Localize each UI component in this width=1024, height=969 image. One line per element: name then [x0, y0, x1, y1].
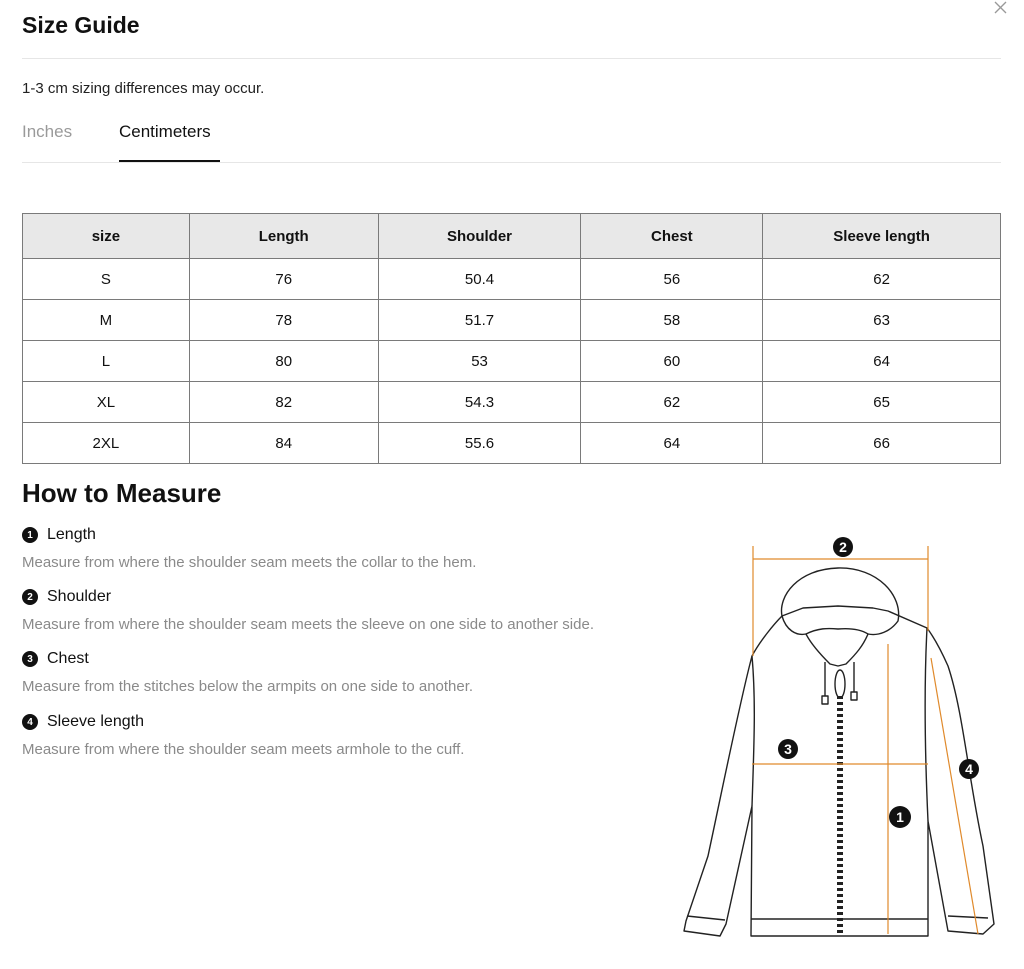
close-button[interactable] [990, 0, 1012, 18]
marker-3: 3 [784, 741, 792, 757]
measure-description: Measure from the stitches below the armpits on one side to another. [22, 678, 474, 695]
table-cell: 65 [763, 382, 1001, 423]
measure-description: Measure from where the shoulder seam meets the sleeve on one side to another side. [22, 616, 594, 633]
table-cell: 55.6 [378, 423, 581, 464]
hoodie-icon [678, 536, 1008, 946]
table-header-row [23, 214, 1001, 259]
active-tab-indicator [119, 160, 220, 162]
measure-name: Chest [47, 650, 89, 667]
table-row [23, 423, 1001, 464]
table-cell: 58 [581, 300, 763, 341]
column-header: Chest [581, 214, 763, 259]
table-cell: 2XL [23, 423, 190, 464]
number-badge: 2 [22, 589, 38, 605]
measure-item-length [22, 523, 476, 571]
tab-inches[interactable]: Inches [22, 122, 73, 141]
number-badge: 4 [22, 714, 38, 730]
table-cell: 51.7 [378, 300, 581, 341]
how-to-measure-title: How to Measure [22, 478, 222, 508]
measure-item-sleeve-length [22, 710, 464, 758]
table-cell: 62 [581, 382, 763, 423]
measure-name: Shoulder [47, 588, 112, 605]
divider [22, 58, 1001, 59]
table-cell: 84 [189, 423, 378, 464]
table-cell: 63 [763, 300, 1001, 341]
table-cell: 80 [189, 341, 378, 382]
table-cell: 53 [378, 341, 581, 382]
hoodie-measurement-diagram [678, 536, 1008, 946]
column-header: Length [189, 214, 378, 259]
table-cell: 76 [189, 259, 378, 300]
sizing-note: 1-3 cm sizing differences may occur. [22, 80, 265, 97]
table-cell: M [23, 300, 190, 341]
table-cell: 62 [763, 259, 1001, 300]
dialog-title: Size Guide [22, 12, 140, 38]
marker-2: 2 [839, 539, 847, 555]
table-cell: S [23, 259, 190, 300]
table-cell: 78 [189, 300, 378, 341]
table-cell: 64 [763, 341, 1001, 382]
table-row [23, 300, 1001, 341]
unit-tabs [22, 118, 1001, 163]
table-cell: 82 [189, 382, 378, 423]
measure-item-shoulder [22, 585, 594, 633]
table-cell: 66 [763, 423, 1001, 464]
table-cell: 56 [581, 259, 763, 300]
marker-1: 1 [896, 809, 904, 825]
measure-description: Measure from where the shoulder seam meets armhole to the cuff. [22, 741, 465, 758]
tab-centimeters[interactable]: Centimeters [119, 122, 211, 141]
table-row [23, 259, 1001, 300]
measure-item-chest [22, 647, 473, 695]
column-header: size [23, 214, 190, 259]
size-table [22, 213, 1001, 464]
measure-name: Length [47, 526, 96, 543]
number-badge: 1 [22, 527, 38, 543]
table-cell: 64 [581, 423, 763, 464]
marker-4: 4 [965, 761, 973, 777]
table-cell: XL [23, 382, 190, 423]
measure-name: Sleeve length [47, 713, 144, 730]
table-cell: 54.3 [378, 382, 581, 423]
table-cell: 60 [581, 341, 763, 382]
table-cell: 50.4 [378, 259, 581, 300]
measure-description: Measure from where the shoulder seam meets the collar to the hem. [22, 554, 477, 571]
table-row [23, 382, 1001, 423]
column-header: Shoulder [378, 214, 581, 259]
number-badge: 3 [22, 651, 38, 667]
column-header: Sleeve length [763, 214, 1001, 259]
close-icon [990, 0, 1012, 18]
table-cell: L [23, 341, 190, 382]
table-row [23, 341, 1001, 382]
